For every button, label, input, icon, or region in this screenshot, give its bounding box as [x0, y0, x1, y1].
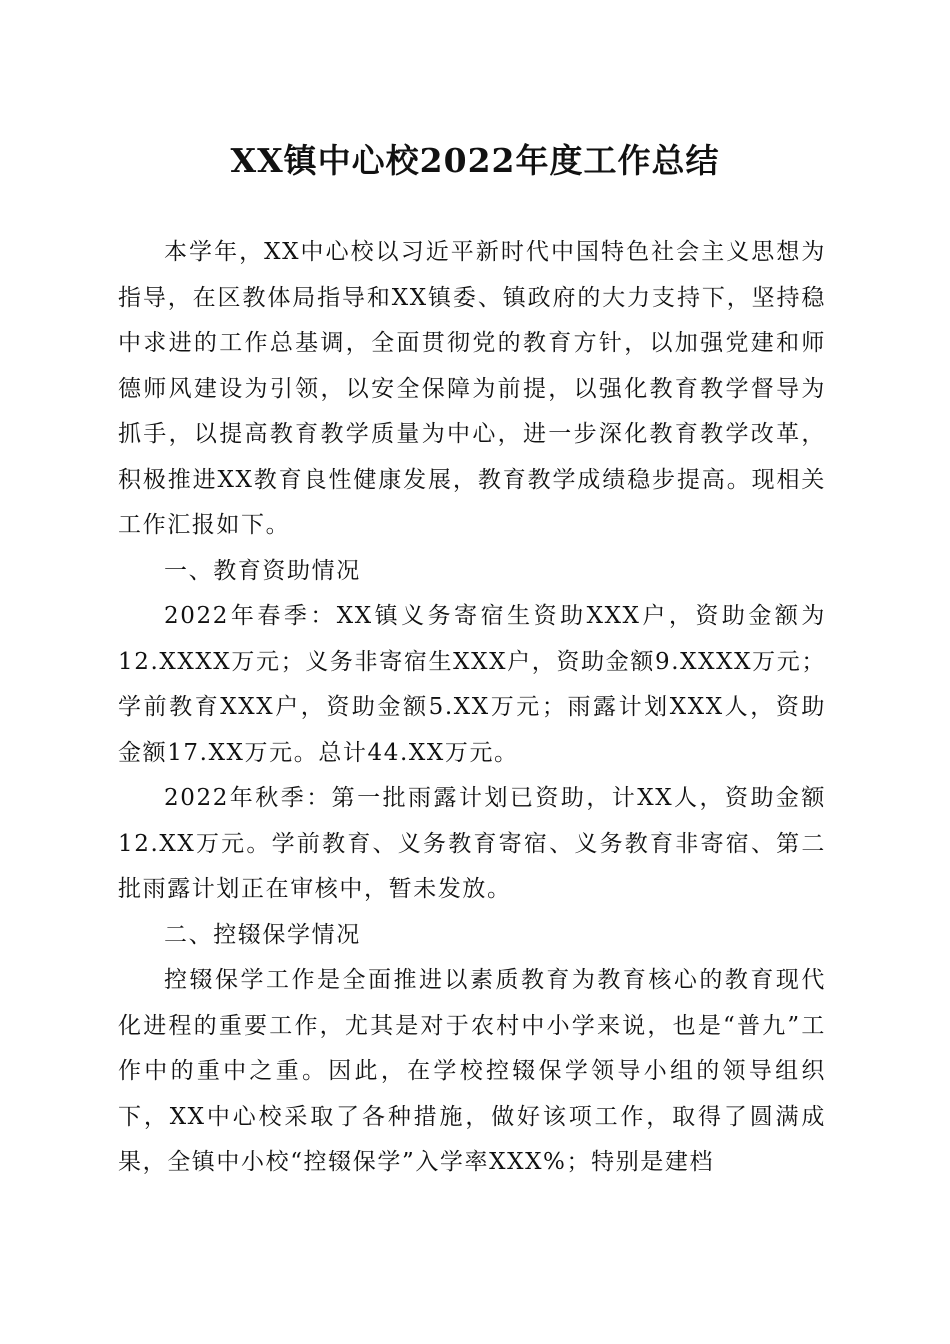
intro-paragraph: 本学年，XX中心校以习近平新时代中国特色社会主义思想为指导，在区教体局指导和XX镇委、镇政府的大力支持下，坚持稳中求进的工作总基调，全面贯彻党的教育方针，以加强党建和师德师风建设为引领，以安全保障为前提，以强化教育教学督导为抓手，以提高教育教学质量为中心，进一步深化教育教学改革，积极推进XX教育良性健康发展，教育教学成绩稳步提高。现相关工作汇报如下。 — [118, 239, 826, 538]
funding-spring-paragraph: 2022年春季：XX镇义务寄宿生资助XXX户，资助金额为12.XXXX万元；义务非寄宿生XXX户，资助金额9.XXXX万元；学前教育XXX户，资助金额5.XX万元；雨露计划XXX人，资助金额17.XX万元。总计44.XX万元。 — [118, 603, 826, 766]
document-title: XX镇中心校2022年度工作总结 — [230, 141, 720, 180]
document-body — [118, 230, 826, 1186]
funding-autumn-paragraph: 2022年秋季：第一批雨露计划已资助，计XX人，资助金额12.XX万元。学前教育、义务教育寄宿、义务教育非寄宿、第二批雨露计划正在审核中，暂未发放。 — [118, 785, 826, 902]
section-heading-funding: 一、教育资助情况 — [164, 557, 361, 584]
dropout-control-paragraph: 控辍保学工作是全面推进以素质教育为教育核心的教育现代化进程的重要工作，尤其是对于农村中小学来说，也是“普九”工作中的重中之重。因此，在学校控辍保学领导小组的领导组织下，XX中心校采取了各种措施，做好该项工作，取得了圆满成果，全镇中小校“控辍保学”入学率XXX%；特别是建档 — [118, 967, 826, 1175]
section-heading-dropout-control: 二、控辍保学情况 — [164, 921, 361, 948]
